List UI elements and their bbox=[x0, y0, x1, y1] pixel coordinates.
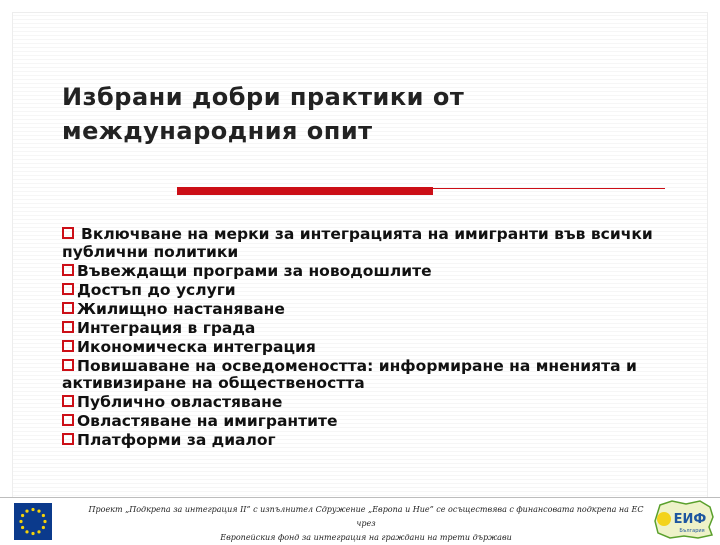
title-accent-line bbox=[433, 188, 665, 189]
list-item bbox=[62, 432, 682, 450]
eu-star-icon bbox=[42, 514, 45, 517]
list-item bbox=[62, 282, 682, 300]
footer-line-1: Проект „Подкрепа за интеграция II” с изпълнител Сдружение „Европа и Ние” се осъществява с финансовата подкрепа на ЕС чрез bbox=[88, 505, 644, 528]
eu-star-icon bbox=[31, 532, 34, 535]
eif-logo-icon bbox=[652, 499, 716, 540]
hollow-square-icon bbox=[62, 414, 74, 426]
footer-divider bbox=[0, 497, 720, 498]
eu-star-icon bbox=[43, 520, 46, 523]
title-line-1: Избрани добри практики от bbox=[62, 83, 465, 111]
list-item bbox=[62, 263, 682, 281]
eu-star-icon bbox=[25, 530, 28, 533]
list-item bbox=[62, 320, 682, 338]
bullet-text: Въвеждащи програми за новодошлите bbox=[77, 261, 432, 280]
list-item bbox=[62, 394, 682, 412]
hollow-square-icon bbox=[62, 302, 74, 314]
bullet-text: Повишаване на осведомеността: информиране на мненията и активизиране на обществеността bbox=[62, 356, 637, 392]
logo-subtext: България bbox=[679, 528, 705, 534]
title-line-2: международния опит bbox=[62, 117, 373, 145]
hollow-square-icon bbox=[62, 359, 74, 371]
list-item bbox=[62, 339, 682, 357]
footer-funding-note bbox=[86, 503, 646, 545]
hollow-square-icon bbox=[62, 321, 74, 333]
list-item bbox=[62, 358, 682, 393]
eu-star-icon bbox=[21, 514, 24, 517]
bullet-text: Включване на мерки за интеграцията на имигранти във всички публични политики bbox=[62, 225, 653, 261]
list-item bbox=[62, 301, 682, 319]
eu-star-icon bbox=[37, 510, 40, 513]
bullet-text: Платформи за диалог bbox=[77, 431, 276, 449]
eu-star-icon bbox=[42, 526, 45, 529]
hollow-square-icon bbox=[62, 227, 74, 239]
bullet-text: Достъп до услуги bbox=[77, 280, 236, 299]
hollow-square-icon bbox=[62, 395, 74, 407]
hollow-square-icon bbox=[62, 264, 74, 276]
bullet-list bbox=[62, 226, 682, 451]
eu-star-icon bbox=[19, 520, 22, 523]
bullet-text: Овластяване на имигрантите bbox=[77, 412, 338, 430]
bullet-text: Икономическа интеграция bbox=[77, 337, 316, 356]
title-accent-bar bbox=[177, 187, 433, 195]
logo-text: ЕИФ bbox=[673, 512, 707, 527]
bullet-text: Жилищно настаняване bbox=[77, 299, 285, 318]
bullet-text: Публично овластяване bbox=[77, 393, 283, 411]
footer-line-2: Европейския фонд за интеграция на граждани на трети държави bbox=[220, 533, 512, 542]
eu-flag-icon bbox=[14, 503, 52, 540]
list-item bbox=[62, 226, 682, 261]
bullet-text: Интеграция в града bbox=[77, 318, 256, 337]
hollow-square-icon bbox=[62, 433, 74, 445]
hollow-square-icon bbox=[62, 283, 74, 295]
list-item bbox=[62, 413, 682, 431]
slide-title bbox=[62, 80, 662, 148]
hollow-square-icon bbox=[62, 340, 74, 352]
eu-star-icon bbox=[37, 530, 40, 533]
eu-star-icon bbox=[25, 510, 28, 513]
eu-star-icon bbox=[21, 526, 24, 529]
eu-star-icon bbox=[31, 508, 34, 511]
